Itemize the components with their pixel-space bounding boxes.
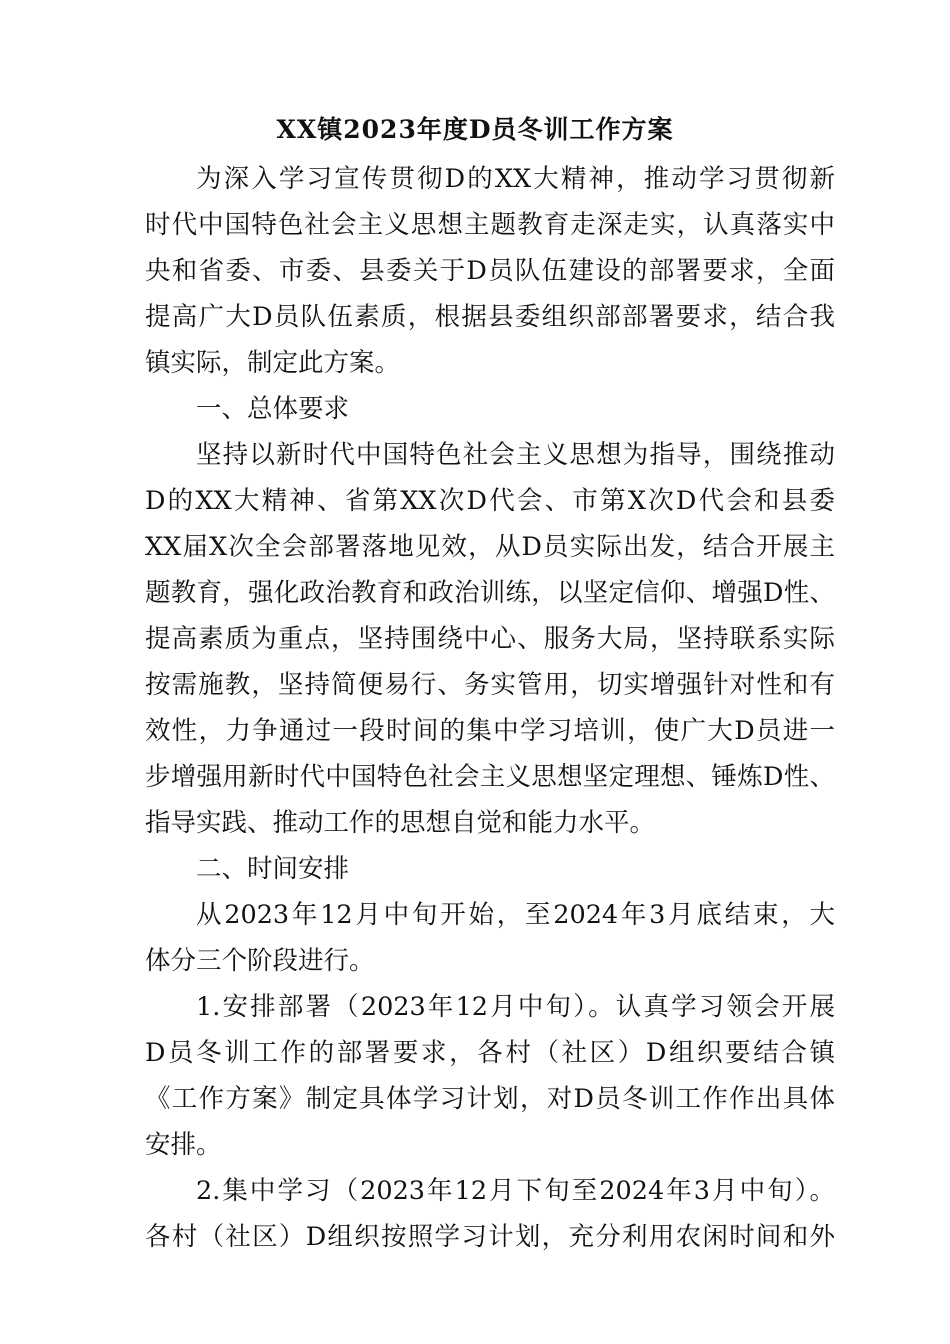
paragraph-requirements-line-4: 题教育，强化政治教育和政治训练，以坚定信仰、增强D性、	[145, 578, 835, 608]
paragraph-intro-line-1: 为深入学习宣传贯彻D的XX大精神，推动学习贯彻新	[196, 164, 835, 194]
paragraph-requirements-line-8: 步增强用新时代中国特色社会主义思想坚定理想、锤炼D性、	[145, 762, 835, 792]
section-heading-general-requirements: 一、总体要求	[196, 394, 350, 424]
paragraph-requirements-line-9: 指导实践、推动工作的思想自觉和能力水平。	[145, 808, 656, 838]
paragraph-requirements-line-6: 按需施教，坚持简便易行、务实管用，切实增强针对性和有	[145, 670, 835, 700]
paragraph-intro-line-2: 时代中国特色社会主义思想主题教育走深走实，认真落实中	[145, 210, 835, 240]
paragraph-schedule-line-1: 从2023年12月中旬开始，至2024年3月底结束，大	[196, 900, 835, 930]
paragraph-phase2-line-2: 各村（社区）D组织按照学习计划，充分利用农闲时间和外	[145, 1222, 835, 1252]
paragraph-intro-line-4: 提高广大D员队伍素质，根据县委组织部部署要求，结合我	[145, 302, 835, 332]
document-title: XX镇2023年度D员冬训工作方案	[276, 115, 674, 144]
paragraph-requirements-line-2: D的XX大精神、省第XX次D代会、市第X次D代会和县委	[145, 486, 835, 516]
paragraph-phase1-line-3: 《工作方案》制定具体学习计划，对D员冬训工作作出具体	[145, 1084, 835, 1114]
paragraph-phase1-line-1: 1.安排部署（2023年12月中旬）。认真学习领会开展	[196, 992, 835, 1022]
paragraph-requirements-line-7: 效性，力争通过一段时间的集中学习培训，使广大D员进一	[145, 716, 835, 746]
paragraph-phase2-line-1: 2.集中学习（2023年12月下旬至2024年3月中旬）。	[196, 1176, 835, 1206]
paragraph-requirements-line-1: 坚持以新时代中国特色社会主义思想为指导，围绕推动	[196, 440, 835, 470]
paragraph-requirements-line-3: XX届X次全会部署落地见效，从D员实际出发，结合开展主	[145, 532, 835, 562]
paragraph-intro-line-5: 镇实际，制定此方案。	[145, 348, 401, 378]
paragraph-intro-line-3: 央和省委、市委、县委关于D员队伍建设的部署要求，全面	[145, 256, 835, 286]
paragraph-phase1-line-4: 安排。	[145, 1130, 222, 1160]
paragraph-schedule-line-2: 体分三个阶段进行。	[145, 946, 375, 976]
paragraph-requirements-line-5: 提高素质为重点，坚持围绕中心、服务大局，坚持联系实际	[145, 624, 835, 654]
paragraph-phase1-line-2: D员冬训工作的部署要求，各村（社区）D组织要结合镇	[145, 1038, 835, 1068]
section-heading-schedule: 二、时间安排	[196, 854, 350, 884]
